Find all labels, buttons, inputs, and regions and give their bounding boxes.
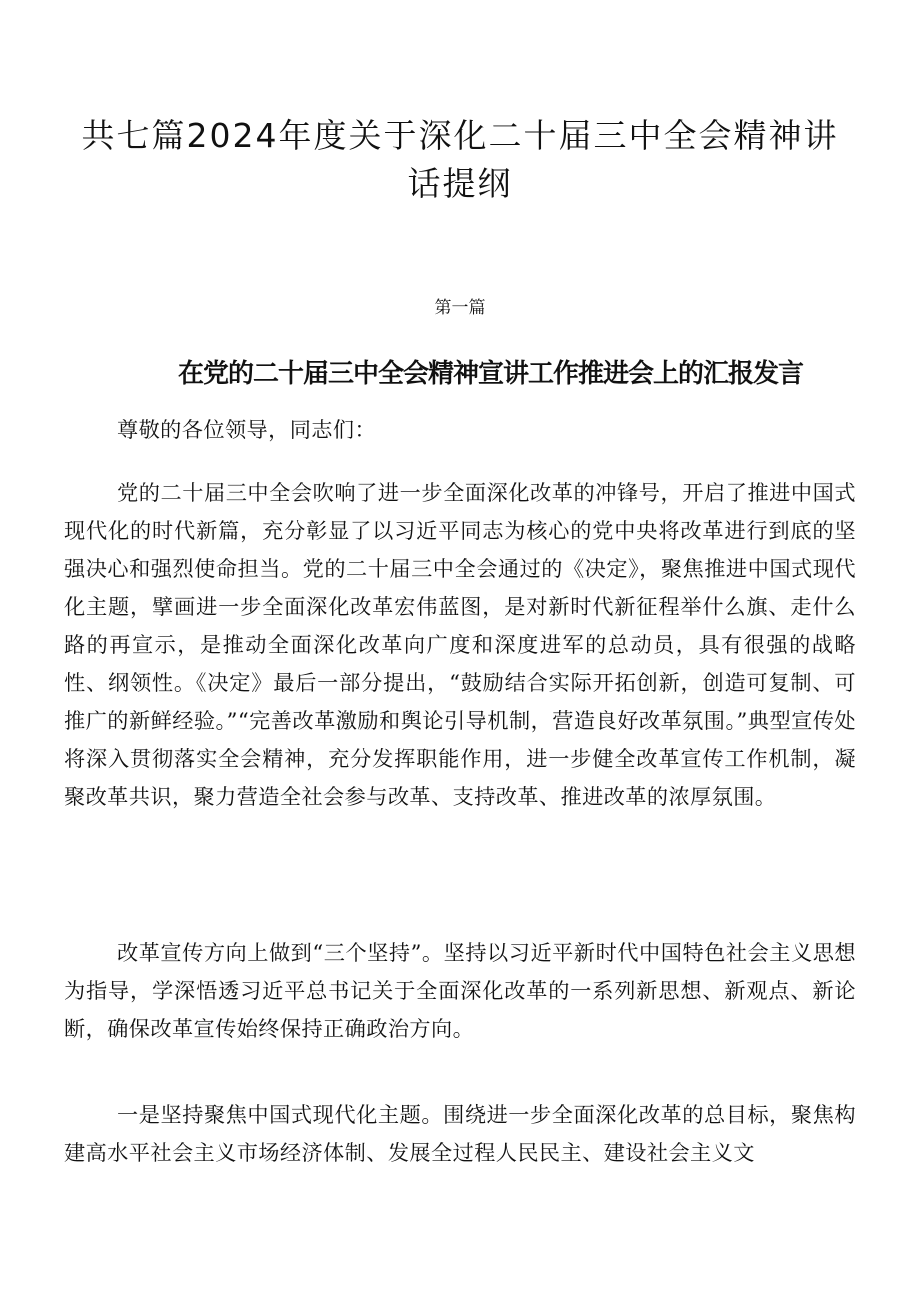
- paragraph: 党的二十届三中全会吹响了进一步全面深化改革的冲锋号，开启了推进中国式现代化的时代新篇，充分彰显了以习近平同志为核心的党中央将改革进行到底的坚强决心和强烈使命担当。党的二十届三中全会通过的《决定》，聚焦推进中国式现代化主题，擘画进一步全面深化改革宏伟蓝图，是对新时代新征程举什么旗、走什么路的再宣示，是推动全面深化改革向广度和深度进军的总动员，具有很强的战略性、纲领性。《决定》最后一部分提出，“鼓励结合实际开拓创新，创造可复制、可推广的新鲜经验。”“完善改革激励和舆论引导机制，营造良好改革氛围。”典型宣传处将深入贯彻落实全会精神，充分发挥职能作用，进一步健全改革宣传工作机制，凝聚改革共识，聚力营造全社会参与改革、支持改革、推进改革的浓厚氛围。: [64, 480, 856, 809]
- paragraph: 一是坚持聚焦中国式现代化主题。围绕进一步全面深化改革的总目标，聚焦构建高水平社会主义市场经济体制、发展全过程人民民主、建设社会主义文: [64, 1102, 856, 1165]
- paragraph: 改革宣传方向上做到“三个坚持”。坚持以习近平新时代中国特色社会主义思想为指导，学深悟透习近平总书记关于全面深化改革的一系列新思想、新观点、新论断，确保改革宣传始终保持正确政治方向。: [64, 940, 856, 1041]
- section-label: 第一篇: [434, 298, 486, 318]
- salutation: 尊敬的各位领导，同志们：: [117, 417, 377, 442]
- speech-title: 在党的二十届三中全会精神宣讲工作推进会上的汇报发言: [178, 359, 804, 389]
- document-title: 共七篇2024年度关于深化二十届三中全会精神讲话提纲: [81, 116, 839, 203]
